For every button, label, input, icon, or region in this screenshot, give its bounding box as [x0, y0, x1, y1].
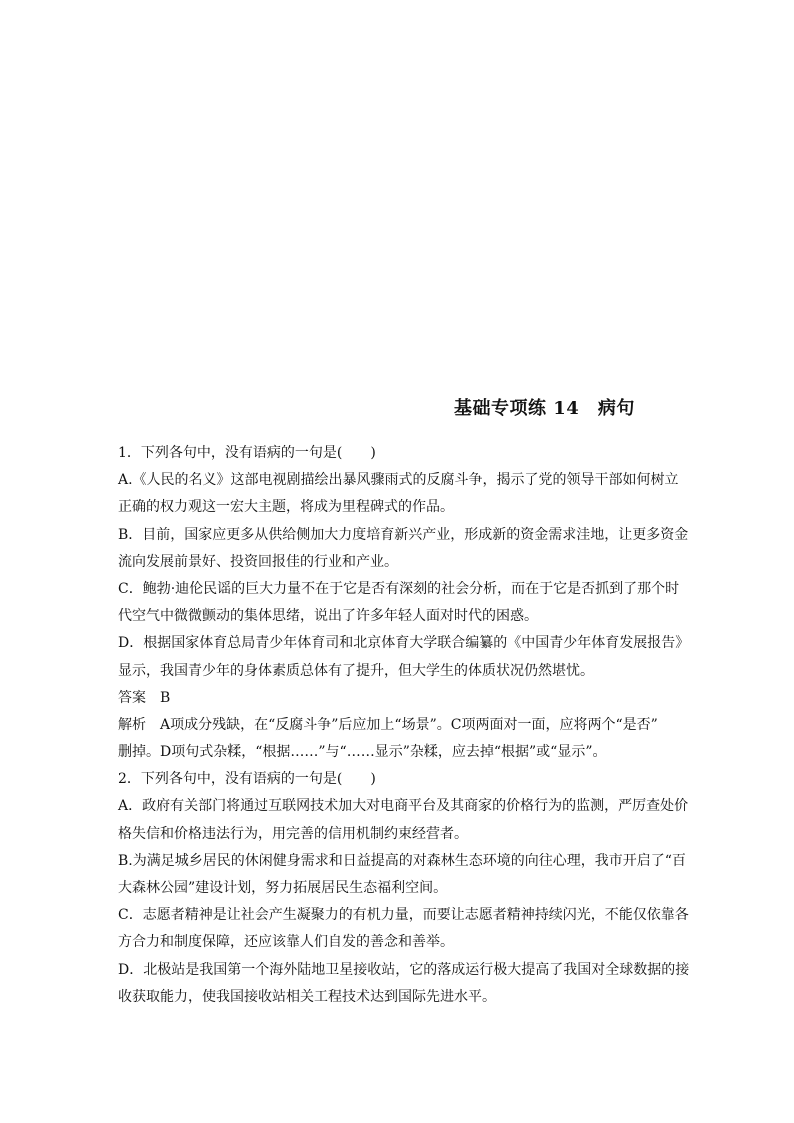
question-2-option-b: B.为满足城乡居民的休闲健身需求和日益提高的对森林生态环境的向往心理，我市开启了“百	[118, 852, 686, 869]
question-1-option-c-cont: 代空气中微微颤动的集体思绪，说出了许多年轻人面对时代的困惑。	[118, 608, 538, 625]
question-2-option-d-cont: 收获取能力，使我国接收站相关工程技术达到国际先进水平。	[118, 988, 496, 1005]
question-1-option-b-cont: 流向发展前景好、投资回报佳的行业和产业。	[118, 553, 398, 570]
question-2-stem: 2．下列各句中，没有语病的一句是( )	[118, 771, 376, 788]
question-2-option-d: D．北极站是我国第一个海外陆地卫星接收站，它的落成运行极大提高了我国对全球数据的接	[118, 961, 690, 978]
page-title: 基础专项练 14 病句	[454, 398, 635, 419]
question-1-option-b: B．目前，国家应更多从供给侧加大力度培育新兴产业，形成新的资金需求洼地，让更多资金	[118, 526, 689, 543]
question-1-analysis-cont: 删掉。D项句式杂糅，“根据……”与“……显示”杂糅，应去掉“根据”或“显示”。	[118, 744, 607, 761]
question-2-option-c: C．志愿者精神是让社会产生凝聚力的有机力量，而要让志愿者精神持续闪光，不能仅依靠各	[118, 907, 689, 924]
question-2-option-b-cont: 大森林公园”建设计划，努力拓展居民生态福利空间。	[118, 880, 448, 896]
question-1-option-c: C．鲍勃·迪伦民谣的巨大力量不在于它是否有深刻的社会分析，而在于它是否抓到了那个时	[118, 580, 680, 597]
question-1-option-a-cont: 正确的权力观这一宏大主题，将成为里程碑式的作品。	[118, 499, 454, 516]
question-1-option-d: D．根据国家体育总局青少年体育司和北京体育大学联合编纂的《中国青少年体育发展报告》	[118, 635, 690, 652]
question-2-option-c-cont: 方合力和制度保障，还应该靠人们自发的善念和善举。	[118, 934, 454, 951]
exercise-body	[118, 440, 688, 1011]
question-2-option-a: A．政府有关部门将通过互联网技术加大对电商平台及其商家的价格行为的监测，严厉查处价	[118, 798, 689, 815]
question-1-stem: 1．下列各句中，没有语病的一句是( )	[118, 445, 376, 461]
question-1-answer: 答案 B	[118, 689, 171, 706]
question-1-analysis: 解析 A项成分残缺，在“反腐斗争”后应加上“场景”。C项两面对一面，应将两个“是否”	[118, 716, 658, 733]
question-1-option-a: A.《人民的名义》这部电视剧描绘出暴风骤雨式的反腐斗争，揭示了党的领导干部如何树立	[118, 472, 679, 489]
question-2-option-a-cont: 格失信和价格违法行为，用完善的信用机制约束经营者。	[118, 825, 468, 842]
question-1-option-d-cont: 显示，我国青少年的身体素质总体有了提升，但大学生的体质状况仍然堪忧。	[118, 662, 594, 679]
